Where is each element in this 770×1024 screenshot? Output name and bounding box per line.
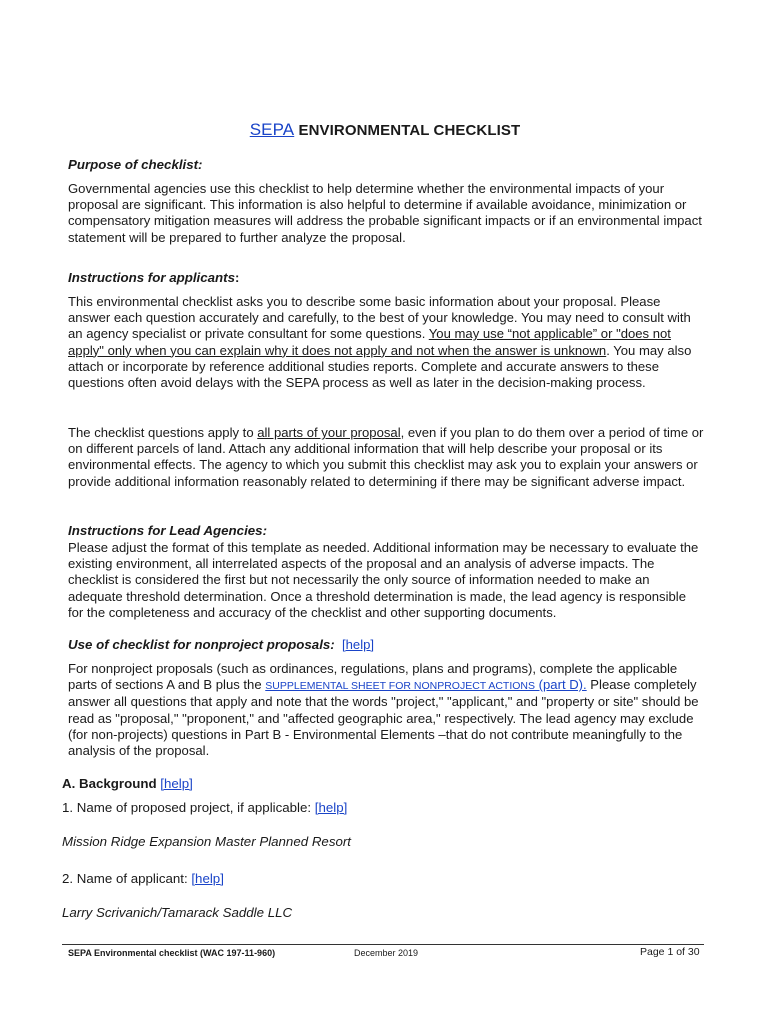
section-a-heading: A. Background [help] (62, 776, 193, 791)
supplemental-sheet-link[interactable]: SUPPLEMENTAL SHEET FOR NONPROJECT ACTIONS (265, 680, 536, 693)
applicants-paragraph-2: The checklist questions apply to all parts of your proposal, even if you plan to do them over a period of time or on different parcels of land. Attach any additional information that will help describe your proposal or its environmental effects. The agency to which you submit this checklist may ask you to explain your answers or provide additional information reasonably related to determining if there may be significant adverse impact. (68, 425, 704, 489)
purpose-heading: Purpose of checklist: (68, 157, 203, 172)
lead-agencies-text: Please adjust the format of this template as needed. Additional information may be necessary to evaluate the existing environment, all interrelated aspects of the proposal and an analysis of adverse impacts. The checklist is considered the first but not necessarily the only source of information needed to make an adequate threshold determination. Once a threshold determination is made, the lead agency is responsible for the completeness and accuracy of the checklist and other supporting documents. (68, 540, 699, 620)
part-d-link[interactable]: (part D). (535, 677, 587, 693)
question-2-help-link[interactable]: [help] (191, 871, 224, 886)
title-text: ENVIRONMENTAL CHECKLIST (298, 122, 521, 139)
footer-page-number: Page 1 of 30 (640, 946, 700, 958)
applicants-heading: Instructions for applicants: (68, 270, 240, 285)
footer-divider (62, 944, 704, 945)
answer-2: Larry Scrivanich/Tamarack Saddle LLC (62, 905, 293, 920)
lead-agencies-heading: Instructions for Lead Agencies: (68, 523, 267, 538)
question-2: 2. Name of applicant: [help] (62, 871, 224, 886)
nonproject-help-link[interactable]: [help] (342, 637, 375, 652)
nonproject-heading: Use of checklist for nonproject proposals: [help] (68, 637, 375, 652)
page-title (0, 120, 770, 140)
nonproject-text: For nonproject proposals (such as ordinances, regulations, plans and programs), complete the applicable parts of sections A and B plus the SUPPLEMENTAL SHEET FOR NONPROJECT ACTIONS (part D). Please completely answer all questions that apply and note that the words "project," "applicant," and "property or site" should be read as "proposal," "proponent," and "affected geographic area," respectively. The lead agency may exclude (for non-projects) questions in Part B - Environmental Elements –that do not contribute meaningfully to the analysis of the proposal. (68, 661, 699, 759)
purpose-text: Governmental agencies use this checklist to help determine whether the environmental impacts of your proposal are significant. This information is also helpful to determine if available avoidance, minimization or compensatory mitigation measures will address the probable significant impacts or if an environmental impact statement will be prepared to further analyze the proposal. (68, 181, 702, 245)
question-1: 1. Name of proposed project, if applicable: [help] (62, 800, 348, 815)
applicants-paragraph-1: This environmental checklist asks you to describe some basic information about your proposal. Please answer each question accurately and carefully, to the best of your knowledge. You may need to consult with an agency specialist or private consultant for some questions. You may use “not applicable” or "does not apply" only when you can explain why it does not apply and not when the answer is unknown. You may also attach or incorporate by reference additional studies reports. Complete and accurate answers to these questions often avoid delays with the SEPA process as well as later in the decision-making process. (68, 294, 692, 391)
sepa-link[interactable]: SEPA (249, 120, 295, 139)
question-1-help-link[interactable]: [help] (314, 800, 348, 815)
footer-left: SEPA Environmental checklist (WAC 197-11-960) (68, 948, 276, 958)
background-help-link[interactable]: [help] (160, 776, 193, 791)
footer-date: December 2019 (354, 948, 419, 958)
answer-1: Mission Ridge Expansion Master Planned Resort (62, 834, 351, 849)
